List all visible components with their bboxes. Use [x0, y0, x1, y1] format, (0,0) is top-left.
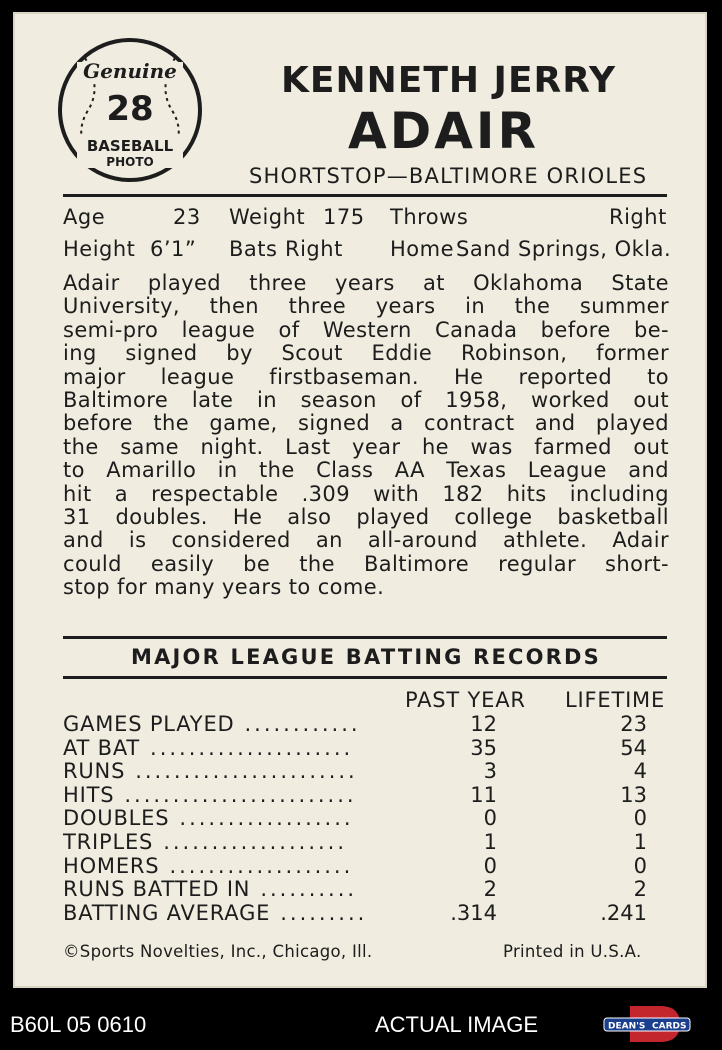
record-stat-name: DOUBLES — [63, 806, 170, 831]
bio-line: Adair played three years at Oklahoma State — [63, 271, 669, 295]
records-rule-bottom — [63, 676, 667, 679]
lifetime-header: LIFETIME — [565, 688, 666, 712]
record-past-year-value: 3 — [483, 759, 497, 784]
bio-line: to Amarillo in the Class AA Texas League and — [63, 458, 669, 483]
bio-line: stop for many years to come. — [63, 575, 385, 600]
copyright-text: ©Sports Novelties, Inc., Chicago, Ill. — [63, 942, 373, 961]
weight-label: Weight — [229, 205, 306, 229]
record-lifetime-value: 0 — [633, 853, 647, 878]
logo-number: 28 — [106, 89, 154, 129]
logo-photo-text: PHOTO — [106, 155, 154, 169]
height-label: Height — [63, 237, 136, 261]
deans-cards-brand-1: DEAN'S — [608, 1021, 646, 1032]
record-stat-name: GAMES PLAYED — [63, 712, 235, 736]
bio-line: the same night. Last year he was farmed out — [63, 434, 669, 459]
bats-label: Bats — [229, 237, 278, 261]
record-row-label — [63, 783, 357, 807]
record-lifetime-value: .241 — [600, 900, 647, 925]
player-position-team: SHORTSTOP—BALTIMORE ORIOLES — [249, 164, 648, 188]
deans-cards-logo — [602, 1004, 692, 1044]
record-stat-name: RUNS BATTED IN — [63, 877, 251, 902]
home-label: Home — [390, 237, 455, 261]
record-row-label — [63, 901, 367, 925]
record-past-year-value: 0 — [483, 806, 497, 831]
record-leader-dots: ......... — [280, 900, 368, 925]
age-label: Age — [63, 205, 106, 229]
record-leader-dots: .......... — [260, 877, 358, 902]
record-past-year-value: .314 — [450, 900, 497, 925]
deans-cards-brand-2: CARDS — [652, 1021, 687, 1032]
actual-image-label: ACTUAL IMAGE — [375, 1012, 538, 1037]
records-title: MAJOR LEAGUE BATTING RECORDS — [130, 645, 602, 669]
record-row-label — [63, 736, 353, 760]
record-stat-name: HITS — [63, 782, 115, 807]
bats-value: Right — [285, 237, 343, 261]
record-past-year-value: 1 — [483, 830, 497, 854]
bio-line: semi-pro league of Western Canada before be- — [63, 317, 669, 342]
past-year-header: PAST YEAR — [405, 688, 526, 712]
record-past-year-value: 0 — [483, 853, 497, 878]
record-lifetime-value: 2 — [633, 877, 647, 902]
record-row-label — [63, 712, 361, 736]
record-stat-name: TRIPLES — [63, 830, 154, 854]
record-leader-dots: ........................ — [124, 782, 357, 807]
player-first-names: KENNETH JERRY — [281, 60, 617, 101]
height-value: 6’1” — [150, 237, 197, 261]
record-lifetime-value: 4 — [633, 759, 647, 784]
header-rule — [63, 194, 667, 197]
record-row-label — [63, 806, 354, 830]
bio-line: major league firstbaseman. He reported to — [63, 364, 669, 389]
bio-line: could easily be the Baltimore regular short- — [63, 551, 669, 576]
bio-line: hit a respectable .309 with 182 hits including — [63, 481, 669, 506]
record-lifetime-value: 54 — [620, 735, 647, 760]
record-past-year-value: 12 — [470, 712, 497, 736]
record-stat-name: RUNS — [63, 759, 126, 784]
record-lifetime-value: 0 — [633, 806, 647, 831]
logo-genuine-text: Genuine — [83, 59, 177, 83]
record-stat-name: HOMERS — [63, 853, 160, 878]
record-stat-name: AT BAT — [63, 735, 141, 760]
record-row-label — [63, 759, 358, 783]
record-leader-dots: ............ — [244, 712, 361, 736]
inventory-code: B60L 05 0610 — [10, 1012, 147, 1037]
age-value: 23 — [173, 205, 201, 229]
throws-label: Throws — [390, 205, 469, 229]
logo-baseball-text: BASEBALL — [86, 137, 174, 155]
bio-line: Baltimore late in season of 1958, worked out — [63, 387, 669, 412]
record-leader-dots: ....................... — [135, 759, 358, 784]
record-row-label — [63, 830, 347, 854]
record-row-label — [63, 877, 357, 901]
record-leader-dots: ..................... — [150, 735, 354, 760]
genuine-baseball-photo-logo — [55, 36, 205, 184]
card-back — [13, 12, 707, 988]
weight-value: 175 — [323, 205, 365, 229]
record-leader-dots: ................... — [169, 853, 354, 878]
throws-value: Right — [609, 205, 667, 229]
player-biography — [63, 272, 669, 599]
record-leader-dots: .................. — [179, 806, 354, 831]
records-rule-top — [63, 636, 667, 639]
record-row-label — [63, 854, 353, 878]
bio-line: and is considered an all-around athlete. Adair — [63, 528, 669, 553]
record-leader-dots: ................... — [163, 830, 348, 854]
home-value: Sand Springs, Okla. — [456, 237, 672, 261]
record-lifetime-value: 1 — [633, 830, 647, 854]
record-lifetime-value: 23 — [620, 712, 647, 736]
record-past-year-value: 35 — [470, 735, 497, 760]
bio-line: before the game, signed a contract and played — [63, 411, 669, 436]
record-lifetime-value: 13 — [620, 782, 647, 807]
record-past-year-value: 2 — [483, 877, 497, 902]
bio-line: University, then three years in the summer — [63, 294, 669, 319]
record-stat-name: BATTING AVERAGE — [63, 900, 271, 925]
bio-line: 31 doubles. He also played college basketball — [63, 504, 669, 529]
bio-line: ing signed by Scout Eddie Robinson, former — [63, 341, 669, 366]
record-past-year-value: 11 — [470, 782, 497, 807]
player-last-name: ADAIR — [348, 102, 540, 160]
printed-in-text: Printed in U.S.A. — [503, 942, 642, 961]
